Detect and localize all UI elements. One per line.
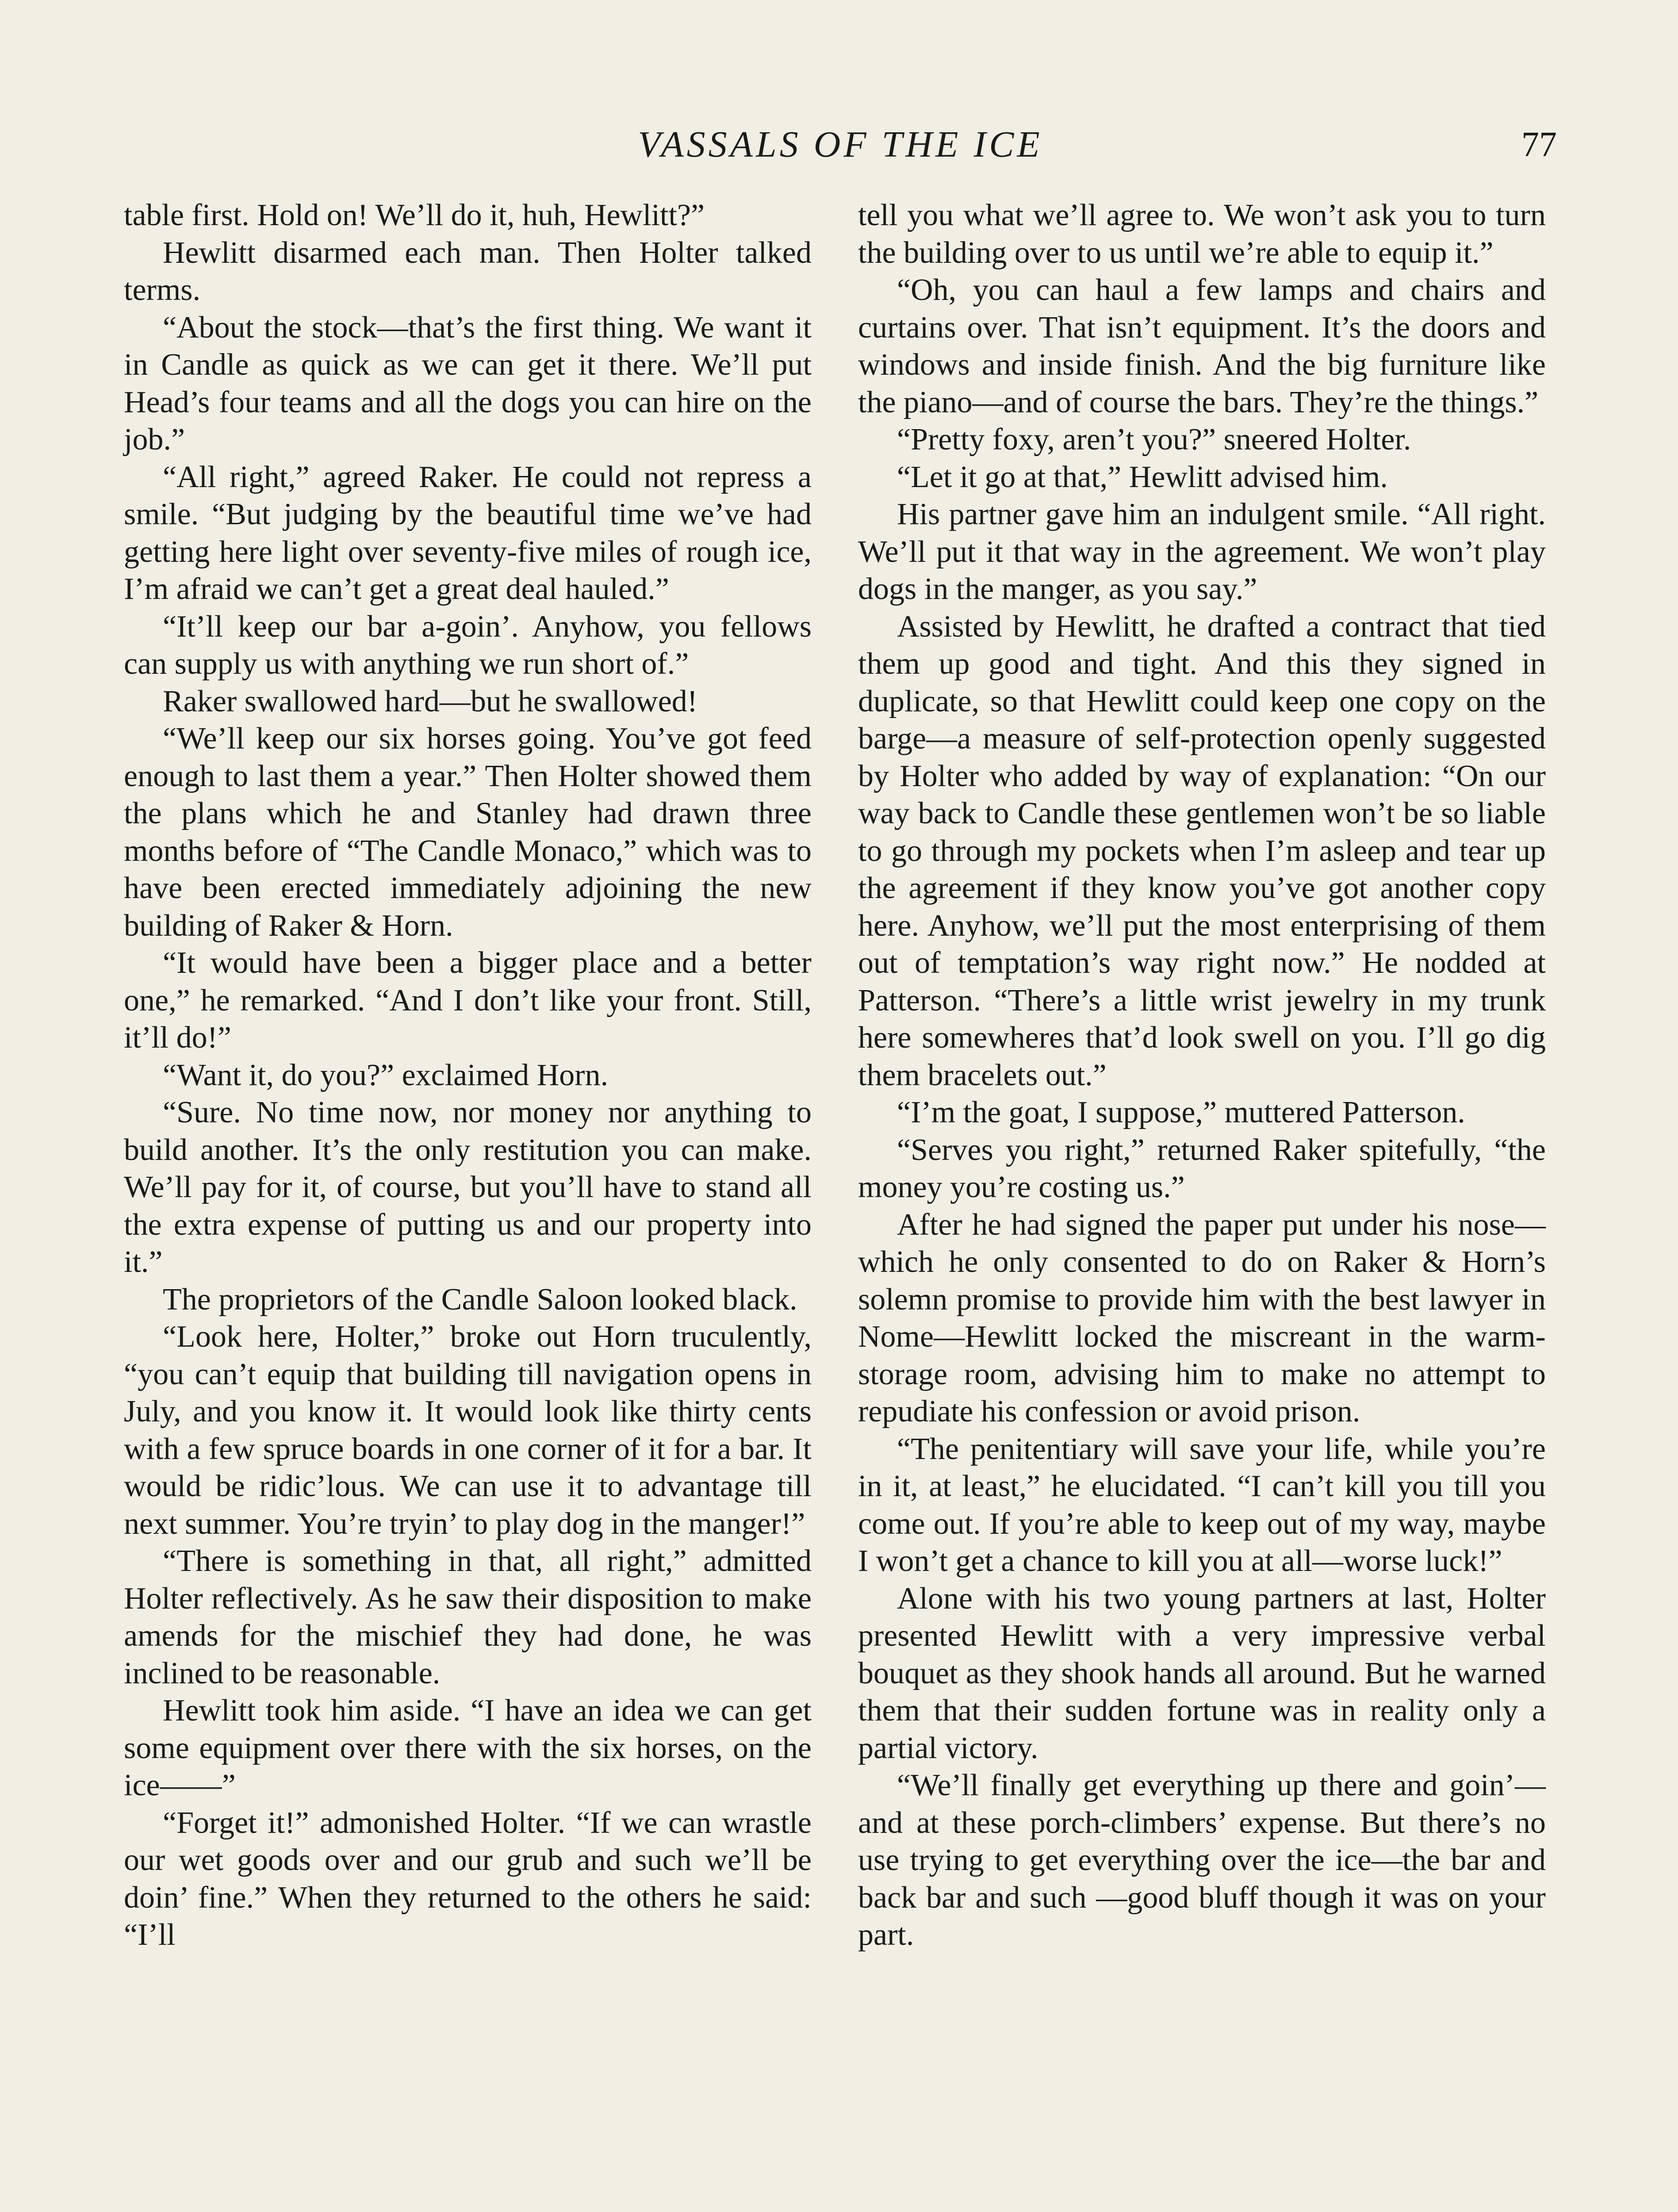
paragraph: table first. Hold on! We’ll do it, huh, Hewlitt?” (124, 198, 705, 232)
paragraph: Alone with his two young partners at last, Holter presented Hewlitt with a very impressive verbal bouquet as they shook hands all around. But he warned them that their sudden fortune was in reality only a partial victory. (858, 1581, 1546, 1765)
paragraph: “We’ll finally get everything up there and goin’—and at these porch-climbers’ expense. But there’s no use trying to get everything over the ice—the bar and back bar and such —good bluff though it was on your part. (858, 1768, 1546, 1952)
paragraph: Hewlitt disarmed each man. Then Holter talked terms. (124, 235, 812, 307)
paragraph: “Forget it!” admonished Holter. “If we can wrastle our wet goods over and our grub and such we’ll be doin’ fine.” When they returned to the others he said: “I’ll (124, 1805, 812, 1952)
page-number: 77 (1521, 125, 1557, 164)
paragraph: “Sure. No time now, nor money nor anything to build another. It’s the only restitution you can make. We’ll pay for it, of course, but you’ll have to stand all the extra expense of putting us and our property into it.” (124, 1095, 812, 1279)
paragraph: “I’m the goat, I suppose,” muttered Patterson. (897, 1095, 1465, 1129)
paragraph: “Want it, do you?” exclaimed Horn. (163, 1058, 609, 1092)
paragraph: “There is something in that, all right,” admitted Holter reflectively. As he saw their disposition to make amends for the mischief they had done, he was inclined to be reasonable. (124, 1544, 812, 1690)
paragraph: The proprietors of the Candle Saloon looked black. (163, 1282, 797, 1317)
paragraph: “Serves you right,” returned Raker spitefully, “the money you’re costing us.” (858, 1133, 1546, 1204)
paragraph: “Pretty foxy, aren’t you?” sneered Holter. (897, 422, 1411, 457)
paragraph: “All right,” agreed Raker. He could not repress a smile. “But judging by the beautiful time we’ve had getting here light over seventy-five miles of rough ice, I’m afraid we can’t get a great deal hauled.” (124, 460, 812, 606)
paragraph: His partner gave him an indulgent smile. “All right. We’ll put it that way in the agreement. We won’t play dogs in the manger, as you say.” (858, 497, 1546, 606)
paragraph: “Oh, you can haul a few lamps and chairs and curtains over. That isn’t equipment. It’s the doors and windows and inside finish. And the big furniture like the piano—and of course the bars. They’re the things.” (858, 273, 1546, 419)
paragraph: “Let it go at that,” Hewlitt advised him. (897, 460, 1388, 494)
paragraph: Assisted by Hewlitt, he drafted a contract that tied them up good and tight. And this they signed in duplicate, so that Hewlitt could keep one copy on the barge—a measure of self-protection openly suggested by Holter who added by way of explanation: “On our way back to Candle these gentlemen won’t be so liable to go through my pockets when I’m asleep and tear up the agreement if they know you’ve got another copy here. Anyhow, we’ll put the most enterprising of them out of temptation’s way right now.” He nodded at Patterson. “There’s a little wrist jewelry in my trunk here somewheres that’d look swell on you. I’ll go dig them bracelets out.” (858, 609, 1546, 1092)
paragraph: “Look here, Holter,” broke out Horn truculently, “you can’t equip that building till navigation opens in July, and you know it. It would look like thirty cents with a few spruce boards in one corner of it for a bar. It would be ridic’lous. We can use it to advantage till next summer. You’re tryin’ to play dog in the manger!” (124, 1320, 812, 1541)
paragraph: After he had signed the paper put under his nose—which he only consented to do on Raker & Horn’s solemn promise to provide him with the best lawyer in Nome—Hewlitt locked the miscreant in the warm-storage room, advising him to make no attempt to repudiate his confession or avoid prison. (858, 1207, 1546, 1429)
paragraph: “We’ll keep our six horses going. You’ve got feed enough to last them a year.” Then Holter showed them the plans which he and Stanley had drawn three months before of “The Candle Monaco,” which was to have been erected immediately adjoining the new building of Raker & Horn. (124, 722, 812, 943)
left-column (124, 197, 812, 1954)
paragraph: “It’ll keep our bar a-goin’. Anyhow, you fellows can supply us with anything we run short of.” (124, 609, 812, 681)
paragraph: tell you what we’ll agree to. We won’t ask you to turn the building over to us until we’re able to equip it.” (858, 198, 1546, 270)
paragraph: “About the stock—that’s the first thing. We want it in Candle as quick as we can get it there. We’ll put Head’s four teams and all the dogs you can hire on the job.” (124, 310, 812, 457)
paragraph: “It would have been a bigger place and a better one,” he remarked. “And I don’t like your front. Still, it’ll do!” (124, 946, 812, 1055)
paragraph: “The penitentiary will save your life, while you’re in it, at least,” he elucidated. “I can’t kill you till you come out. If you’re able to keep out of my way, maybe I won’t get a chance to kill you at all—worse luck!” (858, 1432, 1546, 1578)
paragraph: Raker swallowed hard—but he swallowed! (163, 684, 698, 718)
paragraph: Hewlitt took him aside. “I have an idea we can get some equipment over there with the six horses, on the ice——” (124, 1694, 812, 1802)
right-column (858, 197, 1546, 1954)
running-title: VASSALS OF THE ICE (638, 124, 1043, 165)
running-header (124, 120, 1557, 169)
